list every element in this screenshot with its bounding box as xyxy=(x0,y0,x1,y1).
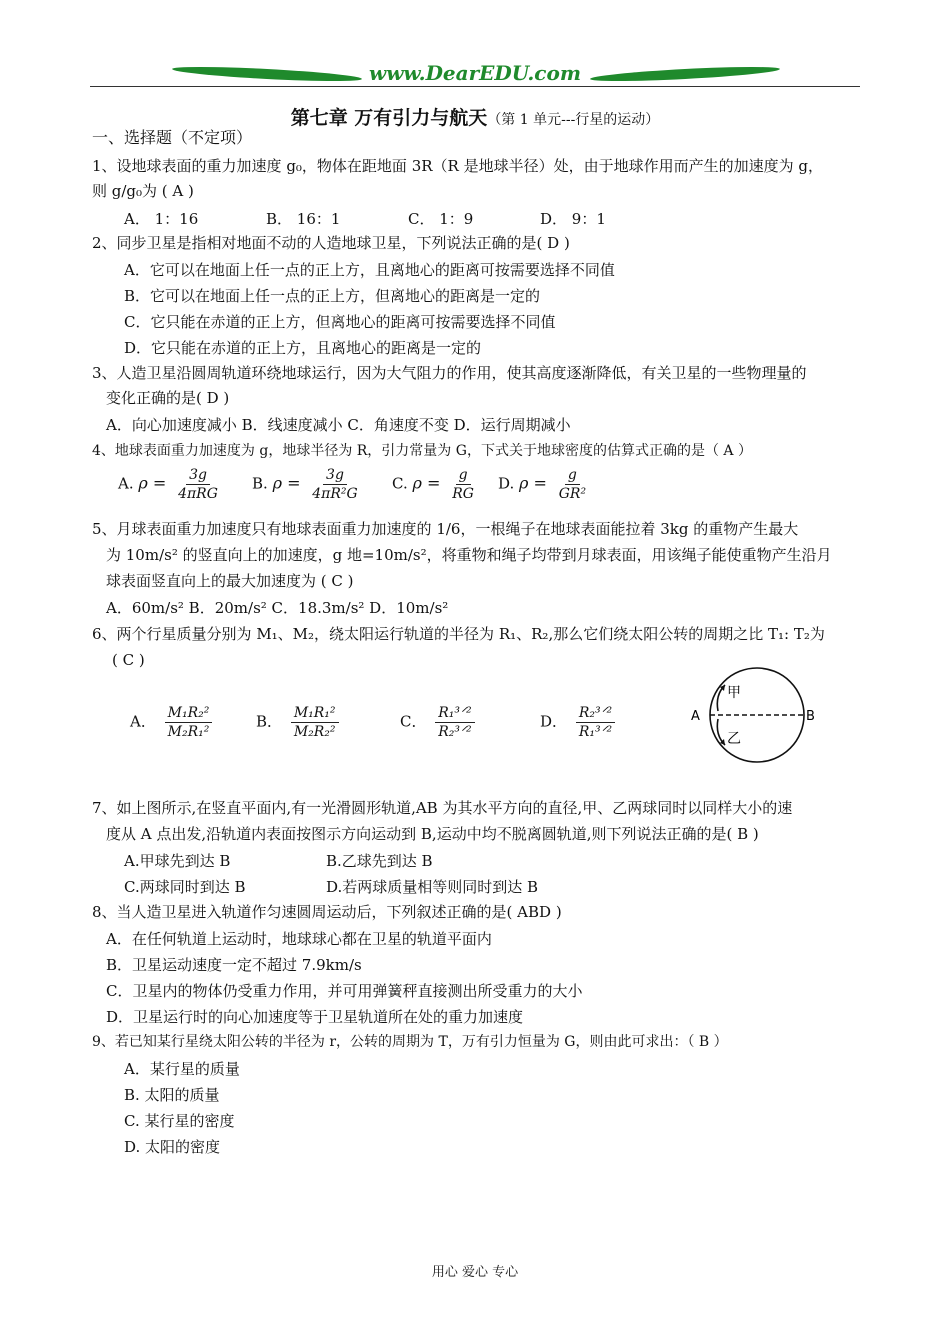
q6-num-d: R₂³ᐟ² xyxy=(576,704,615,723)
q4-option-c xyxy=(392,466,481,503)
q2-option-b: B．它可以在地面上任一点的正上方，但离地心的距离是一定的 xyxy=(124,287,541,305)
q6-den-b: M₂R₂² xyxy=(293,724,336,740)
q3-line2: 变化正确的是( D ) xyxy=(106,389,230,407)
q4-den-a: 4πRG xyxy=(178,486,218,502)
page-title xyxy=(0,103,950,130)
q4-label-a: A. xyxy=(118,474,134,493)
q4-rho-c: ρ = xyxy=(412,473,441,493)
q7-option-a: A.甲球先到达 B xyxy=(124,852,231,870)
q8-option-a: A．在任何轨道上运动时，地球球心都在卫星的轨道平面内 xyxy=(106,930,492,948)
track-circle xyxy=(710,668,804,762)
q9-option-c: C. 某行星的密度 xyxy=(124,1112,235,1130)
q6-fraction-c xyxy=(435,704,474,741)
q4-num-d: g xyxy=(565,466,580,485)
section-heading: 一、选择题（不定项） xyxy=(92,128,253,147)
q6-fraction-b xyxy=(291,704,339,741)
q5-line2: 为 10m/s² 的竖直向上的加速度，g 地=10m/s²，将重物和绳子均带到月球表面，用该绳子能使重物产生沿月 xyxy=(106,546,832,564)
q8-line1: 8、当人造卫星进入轨道作匀速圆周运动后，下列叙述正确的是( ABD ) xyxy=(92,903,562,921)
q4-rho-d: ρ = xyxy=(519,473,547,493)
q6-option-b xyxy=(256,704,343,741)
q4-num-c: g xyxy=(456,466,471,485)
page-footer: 用心 爱心 专心 xyxy=(431,1265,519,1280)
q5-options: A．60m/s² B．20m/s² C．18.3m/s² D．10m/s² xyxy=(106,599,449,617)
q8-option-c: C．卫星内的物体仍受重力作用，并可用弹簧秤直接测出所受重力的大小 xyxy=(106,982,583,1000)
q7-line2: 度从 A 点出发,沿轨道内表面按图示方向运动到 B,运动中均不脱离圆轨道,则下列说法正确的是( B ) xyxy=(106,825,759,843)
q5-line1: 5、月球表面重力加速度只有地球表面重力加速度的 1/6，一根绳子在地球表面能拉着 3kg 的重物产生最大 xyxy=(92,520,799,538)
q1-option-c: C． 1：9 xyxy=(408,210,474,228)
q3-options: A．向心加速度减小 B．线速度减小 C．角速度不变 D．运行周期减小 xyxy=(106,416,571,434)
q4-label-b: B. xyxy=(252,474,268,493)
logo-swoosh-right xyxy=(590,64,780,84)
header-divider xyxy=(90,86,860,87)
title-sub: （第 1 单元---行星的运动） xyxy=(487,112,660,128)
q4-option-b xyxy=(252,466,365,503)
q4-fraction-d xyxy=(556,466,589,503)
page-header xyxy=(90,58,860,88)
q6-label-a: A． xyxy=(130,712,156,731)
q6-label-b: B． xyxy=(256,712,283,731)
q8-option-d: D．卫星运行时的向心加速度等于卫星轨道所在处的重力加速度 xyxy=(106,1008,524,1026)
q9-option-b: B. 太阳的质量 xyxy=(124,1086,220,1104)
q2-line1: 2、同步卫星是指相对地面不动的人造地球卫星，下列说法正确的是( D ) xyxy=(92,234,570,252)
q1-option-d: D． 9：1 xyxy=(540,210,606,228)
q6-num-c: R₁³ᐟ² xyxy=(435,704,474,723)
circular-track-diagram xyxy=(685,665,825,775)
q6-option-c xyxy=(400,704,479,741)
q4-label-c: C. xyxy=(392,474,408,493)
label-b: B xyxy=(806,709,815,724)
q4-den-b: 4πR²G xyxy=(312,486,358,502)
q6-label-c: C． xyxy=(400,712,427,731)
q9-line1: 9、若已知某行星绕太阳公转的半径为 r，公转的周期为 T，万有引力恒量为 G，则由此可求出：（ B ） xyxy=(92,1034,728,1050)
q6-option-d xyxy=(540,704,619,741)
q4-den-c: RG xyxy=(452,486,474,502)
q2-option-a: A．它可以在地面上任一点的正上方，且离地心的距离可按需要选择不同值 xyxy=(124,261,615,279)
label-yi: 乙 xyxy=(727,731,741,747)
site-logo[interactable]: www.DearEDU.com xyxy=(368,61,581,85)
q4-line1: 4、地球表面重力加速度为 g，地球半径为 R，引力常量为 G，下式关于地球密度的估算式正确的是（ A ） xyxy=(92,443,752,459)
q4-den-d: GR² xyxy=(558,486,587,502)
q6-den-d: R₁³ᐟ² xyxy=(578,724,613,740)
q5-line3: 球表面竖直向上的最大加速度为 ( C ) xyxy=(106,572,354,590)
q4-option-d xyxy=(498,466,593,503)
q6-den-c: R₂³ᐟ² xyxy=(438,724,472,740)
q1-line1: 1、设地球表面的重力加速度 g₀，物体在距地面 3R（R 是地球半径）处，由于地球作用而产生的加速度为 g， xyxy=(92,157,823,175)
q6-line2: ( C ) xyxy=(112,651,145,669)
q6-num-b: M₁R₁² xyxy=(291,704,339,723)
q4-fraction-b xyxy=(309,466,360,503)
q6-den-a: M₂R₁² xyxy=(167,724,210,740)
label-jia: 甲 xyxy=(727,685,741,701)
q4-rho-a: ρ = xyxy=(138,473,167,493)
label-a: A xyxy=(691,709,700,724)
q1-line2: 则 g/g₀为 ( A ) xyxy=(92,182,194,200)
q6-label-d: D． xyxy=(540,712,568,731)
q2-option-d: D．它只能在赤道的正上方，且离地心的距离是一定的 xyxy=(124,339,482,357)
q3-line1: 3、人造卫星沿圆周轨道环绕地球运行，因为大气阻力的作用，使其高度逐渐降低，有关卫星的一些物理量的 xyxy=(92,364,807,382)
title-main: 第七章 万有引力与航天 xyxy=(290,107,488,129)
q9-option-d: D. 太阳的密度 xyxy=(124,1138,221,1156)
q4-fraction-a xyxy=(175,466,221,503)
q7-option-d: D.若两球质量相等则同时到达 B xyxy=(326,878,539,896)
q1-option-b: B． 16：1 xyxy=(266,210,341,228)
q4-label-d: D. xyxy=(498,474,515,493)
q1-option-a: A． 1：16 xyxy=(124,210,199,228)
q6-fraction-a xyxy=(165,704,213,741)
q4-rho-b: ρ = xyxy=(272,473,301,493)
q7-line1: 7、如上图所示,在竖直平面内,有一光滑圆形轨道,AB 为其水平方向的直径,甲、乙两球同时以同样大小的速 xyxy=(92,799,793,817)
q4-option-a xyxy=(118,466,225,503)
q4-num-b: 3g xyxy=(323,466,347,485)
logo-swoosh-left xyxy=(172,64,362,84)
q4-fraction-c xyxy=(449,466,477,503)
q6-num-a: M₁R₂² xyxy=(165,704,213,723)
q8-option-b: B．卫星运动速度一定不超过 7.9km/s xyxy=(106,956,362,974)
q6-fraction-d xyxy=(576,704,615,741)
q2-option-c: C．它只能在赤道的正上方，但离地心的距离可按需要选择不同值 xyxy=(124,313,556,331)
q6-option-a xyxy=(130,704,216,741)
q6-line1: 6、两个行星质量分别为 M₁、M₂，绕太阳运行轨道的半径为 R₁、R₂,那么它们绕太阳公转的周期之比 T₁: T₂为 xyxy=(92,625,825,643)
q7-option-b: B.乙球先到达 B xyxy=(326,852,433,870)
q4-num-a: 3g xyxy=(186,466,210,485)
q9-option-a: A．某行星的质量 xyxy=(124,1060,240,1078)
q7-option-c: C.两球同时到达 B xyxy=(124,878,246,896)
